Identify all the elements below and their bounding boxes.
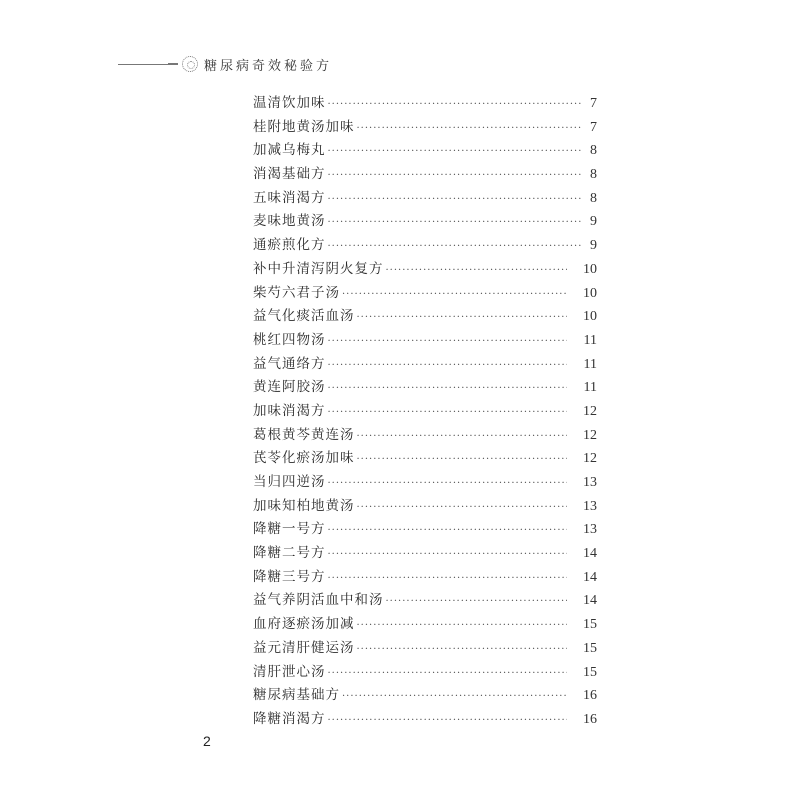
toc-entry-page: 11 xyxy=(583,332,597,348)
toc-leader-dots xyxy=(386,590,568,614)
toc-entry[interactable] xyxy=(253,637,597,661)
toc-entry[interactable] xyxy=(253,684,597,708)
book-title: 糖尿病奇效秘验方 xyxy=(204,58,333,74)
toc-entry[interactable] xyxy=(253,234,597,258)
toc-entry-page: 12 xyxy=(583,403,597,419)
toc-entry-page: 11 xyxy=(583,380,597,396)
toc-entry[interactable] xyxy=(253,447,597,471)
toc-entry-title: 芪苓化瘀汤加味 xyxy=(253,450,355,467)
toc-entry-title: 温清饮加味 xyxy=(253,95,326,111)
toc-entry-title: 降糖三号方 xyxy=(253,568,326,585)
toc-entry-page: 13 xyxy=(583,475,597,490)
toc-entry-title: 加味知柏地黄汤 xyxy=(253,497,355,514)
header-rule xyxy=(118,64,170,65)
toc-entry-page: 10 xyxy=(583,285,597,301)
toc-entry-page: 15 xyxy=(583,617,597,633)
toc-entry[interactable] xyxy=(253,708,597,732)
toc-entry-title: 柴芍六君子汤 xyxy=(253,284,340,301)
table-of-contents xyxy=(253,92,597,732)
toc-entry-title: 降糖一号方 xyxy=(253,521,326,538)
toc-entry[interactable] xyxy=(253,210,597,234)
toc-leader-dots xyxy=(328,354,568,378)
toc-leader-dots xyxy=(357,306,568,330)
toc-entry-page: 8 xyxy=(590,190,597,206)
toc-leader-dots xyxy=(328,211,582,235)
toc-leader-dots xyxy=(386,259,568,283)
toc-entry-page: 9 xyxy=(590,214,597,230)
toc-leader-dots xyxy=(357,448,568,472)
toc-leader-dots xyxy=(328,188,582,212)
toc-entry[interactable] xyxy=(253,353,597,377)
toc-entry[interactable] xyxy=(253,282,597,306)
toc-entry-title: 当归四逆汤 xyxy=(253,474,326,490)
toc-entry-title: 葛根黄芩黄连汤 xyxy=(253,426,355,443)
toc-entry-title: 消渴基础方 xyxy=(253,166,326,183)
toc-entry-page: 14 xyxy=(583,593,597,609)
toc-entry[interactable] xyxy=(253,661,597,685)
toc-entry[interactable] xyxy=(253,613,597,637)
toc-leader-dots xyxy=(328,472,568,496)
toc-entry-page: 10 xyxy=(583,261,597,277)
toc-entry-page: 9 xyxy=(590,238,597,254)
toc-entry[interactable] xyxy=(253,589,597,613)
toc-leader-dots xyxy=(357,425,568,449)
running-header xyxy=(118,52,332,76)
toc-entry-page: 16 xyxy=(583,711,597,727)
toc-entry[interactable] xyxy=(253,116,597,140)
page-number: 2 xyxy=(203,733,211,749)
toc-entry[interactable] xyxy=(253,400,597,424)
toc-entry-title: 益元清肝健运汤 xyxy=(253,639,355,656)
toc-entry-title: 黄连阿胶汤 xyxy=(253,379,326,396)
toc-entry-page: 12 xyxy=(583,451,597,467)
toc-entry-title: 益气通络方 xyxy=(253,355,326,372)
toc-entry-title: 益气化痰活血汤 xyxy=(253,308,355,325)
toc-entry[interactable] xyxy=(253,139,597,163)
toc-entry-title: 清肝泄心汤 xyxy=(253,663,326,680)
toc-entry-title: 加减乌梅丸 xyxy=(253,142,326,159)
toc-entry-page: 13 xyxy=(583,498,597,514)
toc-leader-dots xyxy=(328,330,568,354)
toc-leader-dots xyxy=(357,496,568,520)
toc-entry[interactable] xyxy=(253,542,597,566)
toc-entry-title: 桂附地黄汤加味 xyxy=(253,118,355,135)
toc-leader-dots xyxy=(328,401,568,425)
flower-ornament-icon xyxy=(182,56,198,72)
toc-entry-page: 14 xyxy=(583,546,597,562)
toc-leader-dots xyxy=(328,567,568,591)
toc-entry-page: 12 xyxy=(583,427,597,443)
toc-entry-page: 15 xyxy=(583,640,597,656)
toc-entry[interactable] xyxy=(253,163,597,187)
toc-entry-page: 8 xyxy=(590,143,597,159)
toc-entry-page: 7 xyxy=(590,96,597,111)
toc-leader-dots xyxy=(328,93,582,117)
toc-entry-title: 降糖消渴方 xyxy=(253,710,326,727)
toc-leader-dots xyxy=(328,519,568,543)
toc-leader-dots xyxy=(328,140,582,164)
toc-entry-page: 16 xyxy=(583,688,597,704)
toc-entry-title: 血府逐瘀汤加减 xyxy=(253,616,355,633)
toc-entry-title: 糖尿病基础方 xyxy=(253,687,340,704)
toc-entry-page: 14 xyxy=(583,569,597,585)
toc-entry-page: 7 xyxy=(590,119,597,135)
toc-entry-page: 11 xyxy=(583,356,597,372)
toc-leader-dots xyxy=(342,685,567,709)
toc-entry-title: 麦味地黄汤 xyxy=(253,213,326,230)
toc-entry[interactable] xyxy=(253,329,597,353)
toc-entry[interactable] xyxy=(253,187,597,211)
toc-entry[interactable] xyxy=(253,566,597,590)
toc-entry-title: 五味消渴方 xyxy=(253,189,326,206)
toc-leader-dots xyxy=(328,164,582,188)
toc-entry-page: 8 xyxy=(590,167,597,183)
toc-leader-dots xyxy=(328,377,568,401)
toc-leader-dots xyxy=(357,117,582,141)
toc-entry-title: 通瘀煎化方 xyxy=(253,237,326,254)
toc-leader-dots xyxy=(342,283,567,307)
toc-entry[interactable] xyxy=(253,495,597,519)
toc-leader-dots xyxy=(328,543,568,567)
toc-entry-title: 加味消渴方 xyxy=(253,402,326,419)
toc-entry[interactable] xyxy=(253,424,597,448)
toc-entry-title: 益气养阴活血中和汤 xyxy=(253,592,384,609)
toc-entry-title: 降糖二号方 xyxy=(253,545,326,562)
toc-entry[interactable] xyxy=(253,258,597,282)
toc-leader-dots xyxy=(357,638,568,662)
toc-entry-title: 补中升清泻阴火复方 xyxy=(253,260,384,277)
toc-entry[interactable] xyxy=(253,305,597,329)
toc-entry[interactable] xyxy=(253,376,597,400)
toc-leader-dots xyxy=(328,662,568,686)
toc-entry[interactable] xyxy=(253,471,597,495)
toc-entry[interactable] xyxy=(253,92,597,116)
toc-entry-page: 15 xyxy=(583,664,597,680)
toc-leader-dots xyxy=(328,235,582,259)
toc-entry-page: 13 xyxy=(583,522,597,538)
toc-leader-dots xyxy=(328,709,568,733)
toc-leader-dots xyxy=(357,614,568,638)
toc-entry-title: 桃红四物汤 xyxy=(253,331,326,348)
toc-entry-page: 10 xyxy=(583,309,597,325)
toc-entry[interactable] xyxy=(253,518,597,542)
